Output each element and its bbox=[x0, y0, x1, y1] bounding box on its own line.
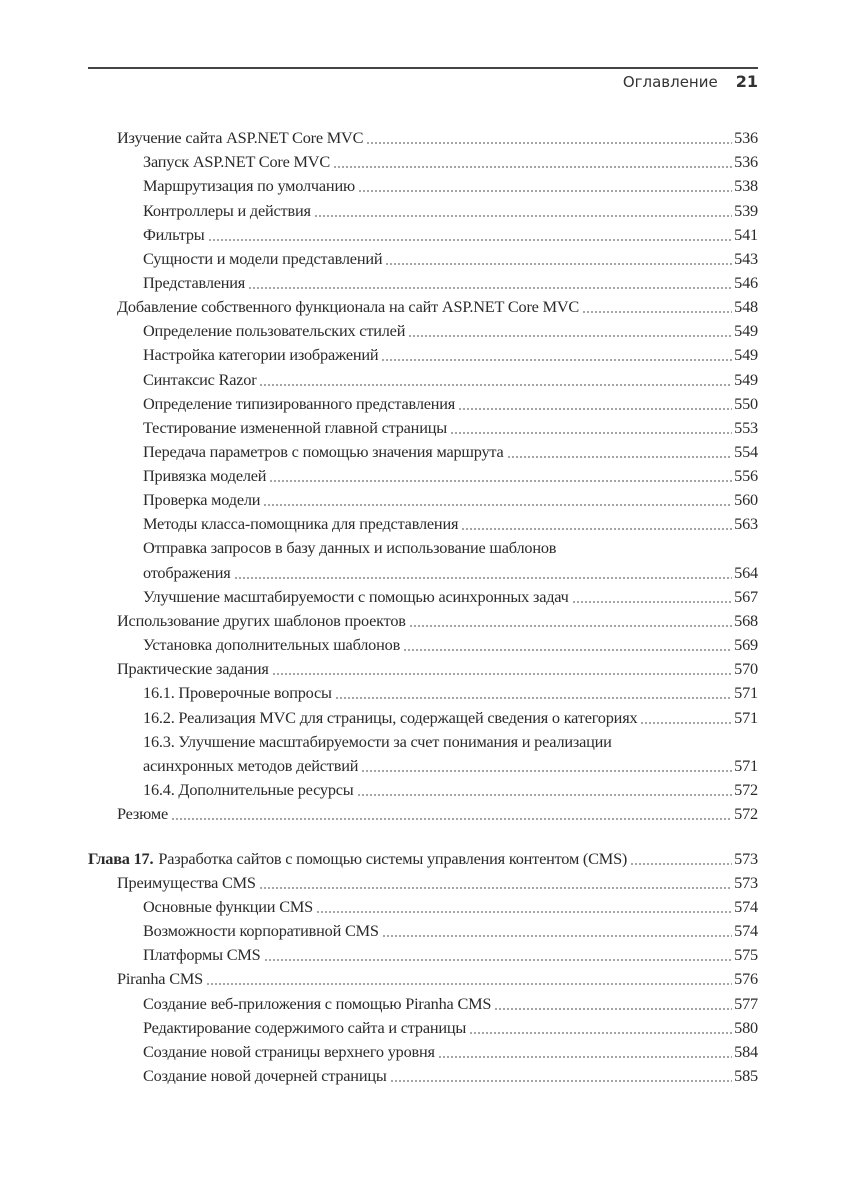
toc-entry-title: Платформы CMS bbox=[143, 945, 261, 965]
toc-entry[interactable] bbox=[88, 681, 758, 705]
toc-entry-title: Создание новой страницы верхнего уровня bbox=[143, 1041, 435, 1061]
toc-entry-page: 572 bbox=[734, 804, 758, 824]
toc-entry-page: 564 bbox=[734, 562, 758, 582]
dot-leader bbox=[494, 1008, 732, 1010]
dot-leader bbox=[248, 287, 732, 289]
toc-entry[interactable] bbox=[88, 198, 758, 222]
dot-leader bbox=[438, 1056, 732, 1058]
toc-entry[interactable] bbox=[88, 609, 758, 633]
dot-leader bbox=[507, 456, 733, 458]
toc-entry[interactable] bbox=[88, 967, 758, 991]
dot-leader bbox=[640, 722, 732, 724]
toc-entry-page: 584 bbox=[734, 1041, 758, 1061]
dot-leader bbox=[630, 863, 732, 865]
dot-leader bbox=[333, 166, 732, 168]
dot-leader bbox=[171, 818, 732, 820]
toc-entry-page: 554 bbox=[734, 441, 758, 461]
toc-entry-title: Тестирование измененной главной страницы bbox=[143, 417, 447, 437]
toc-entry[interactable] bbox=[88, 416, 758, 440]
toc-entry[interactable] bbox=[88, 754, 758, 778]
dot-leader bbox=[381, 359, 732, 361]
toc-chapter-17[interactable] bbox=[88, 847, 758, 871]
toc-entry-page: 548 bbox=[734, 297, 758, 317]
toc-entry[interactable] bbox=[88, 392, 758, 416]
toc-entry-title: Редактирование содержимого сайта и страницы bbox=[143, 1017, 467, 1037]
toc-entry-page: 549 bbox=[734, 345, 758, 365]
toc-entry-page: 571 bbox=[734, 683, 758, 703]
toc-entry-title: Запуск ASP.NET Core MVC bbox=[143, 152, 330, 172]
toc-entry[interactable] bbox=[88, 343, 758, 367]
toc-entry-page: 550 bbox=[734, 393, 758, 413]
toc-entry-page: 556 bbox=[734, 466, 758, 486]
toc-entry-page: 538 bbox=[734, 176, 758, 196]
running-header bbox=[623, 72, 758, 91]
toc-entry[interactable] bbox=[88, 367, 758, 391]
dot-leader bbox=[390, 1080, 733, 1082]
toc-entry[interactable] bbox=[88, 488, 758, 512]
toc-entry[interactable] bbox=[88, 778, 758, 802]
toc-entry-title: 16.1. Проверочные вопросы bbox=[143, 683, 332, 703]
toc-entry[interactable] bbox=[88, 295, 758, 319]
toc-entry-page: 539 bbox=[734, 200, 758, 220]
toc-entry-page: 577 bbox=[734, 993, 758, 1013]
toc-entry-page: 574 bbox=[734, 921, 758, 941]
toc-entry-title: Настройка категории изображений bbox=[143, 345, 379, 365]
toc-entry-title-line: 16.3. Улучшение масштабируемости за счет понимания и реализации bbox=[143, 731, 612, 751]
toc-entry[interactable] bbox=[88, 1064, 758, 1088]
dot-leader bbox=[361, 770, 732, 772]
dot-leader bbox=[208, 239, 733, 241]
toc-entry-page: 560 bbox=[734, 490, 758, 510]
toc-entry-page: 571 bbox=[734, 707, 758, 727]
toc-entry[interactable] bbox=[88, 802, 758, 826]
toc-entry-page: 569 bbox=[734, 635, 758, 655]
toc-entry-title: Синтаксис Razor bbox=[143, 369, 257, 389]
toc-entry-page: 553 bbox=[734, 417, 758, 437]
toc-entry-title: Фильтры bbox=[143, 224, 205, 244]
dot-leader bbox=[206, 983, 732, 985]
toc-entry-page: 575 bbox=[734, 945, 758, 965]
dot-leader bbox=[234, 577, 733, 579]
dot-leader bbox=[366, 142, 732, 144]
toc-entry-title: Передача параметров с помощью значения маршрута bbox=[143, 441, 504, 461]
dot-leader bbox=[572, 601, 733, 603]
toc-entry-title: Преимущества CMS bbox=[117, 872, 256, 892]
toc-entry-title: 16.2. Реализация MVC для страницы, содержащей сведения о категориях bbox=[143, 707, 638, 727]
toc-entry[interactable] bbox=[88, 271, 758, 295]
toc-entry-page: 574 bbox=[734, 897, 758, 916]
dot-leader bbox=[385, 263, 732, 265]
dot-leader bbox=[314, 215, 732, 217]
toc-entry[interactable] bbox=[88, 174, 758, 198]
toc-entry-title: Сущности и модели представлений bbox=[143, 248, 383, 268]
toc-entry-title: Проверка модели bbox=[143, 490, 261, 510]
dot-leader bbox=[316, 911, 732, 913]
toc-entry-title: Представления bbox=[143, 272, 246, 292]
dot-leader bbox=[409, 625, 732, 627]
dot-leader bbox=[403, 649, 732, 651]
toc-entry-page: 571 bbox=[734, 755, 758, 775]
toc-entry-page: 536 bbox=[734, 128, 758, 148]
chapter-title: Разработка сайтов с помощью системы управления контентом (CMS) bbox=[158, 848, 628, 868]
toc-entry-page: 572 bbox=[734, 779, 758, 799]
toc-entry[interactable] bbox=[88, 561, 758, 585]
toc-entry-page: 568 bbox=[734, 610, 758, 630]
dot-leader bbox=[272, 673, 732, 675]
toc-entry-page: 549 bbox=[734, 321, 758, 341]
dot-leader bbox=[335, 697, 732, 699]
toc-entry-title: Добавление собственного функционала на сайт ASP.NET Core MVC bbox=[117, 297, 580, 317]
toc-entry-title: Создание веб-приложения с помощью Piranha CMS bbox=[143, 993, 492, 1013]
toc-entry-title: Контроллеры и действия bbox=[143, 200, 311, 220]
toc-entry-title: Основные функции CMS bbox=[143, 897, 313, 916]
toc-entry-title: Piranha CMS bbox=[117, 969, 203, 989]
toc-entry-title: Установка дополнительных шаблонов bbox=[143, 635, 401, 655]
toc-entry[interactable] bbox=[88, 657, 758, 681]
toc-entry[interactable] bbox=[88, 895, 758, 919]
toc-entry-title: Определение типизированного представления bbox=[143, 393, 456, 413]
toc-entry-title: Создание новой дочерней страницы bbox=[143, 1065, 387, 1085]
toc-entry[interactable] bbox=[88, 585, 758, 609]
toc-entry-page: 580 bbox=[734, 1017, 758, 1037]
toc-entry[interactable] bbox=[88, 247, 758, 271]
toc-entry-title: Улучшение масштабируемости с помощью асинхронных задач bbox=[143, 586, 569, 606]
toc-entry-title: Использование других шаблонов проектов bbox=[117, 610, 406, 630]
toc-entry[interactable] bbox=[88, 1040, 758, 1064]
toc-entry-page: 543 bbox=[734, 248, 758, 268]
toc-entry[interactable] bbox=[88, 943, 758, 967]
dot-leader bbox=[461, 528, 732, 530]
toc-entry[interactable] bbox=[88, 633, 758, 657]
toc-entry-title: Привязка моделей bbox=[143, 466, 267, 486]
dot-leader bbox=[264, 959, 733, 961]
toc-entry-page: 567 bbox=[734, 586, 758, 606]
dot-leader bbox=[357, 794, 733, 796]
toc-entry-page: 563 bbox=[734, 514, 758, 534]
toc-entry-title: отображения bbox=[143, 562, 231, 582]
toc-entry[interactable] bbox=[88, 126, 758, 150]
toc-entry-title: Определение пользовательских стилей bbox=[143, 321, 406, 341]
dot-leader bbox=[263, 504, 732, 506]
toc-entry-page: 576 bbox=[734, 969, 758, 989]
toc-entry[interactable] bbox=[88, 440, 758, 464]
header-rule bbox=[88, 67, 758, 69]
toc-entry[interactable] bbox=[88, 1016, 758, 1040]
toc-entry-title: Практические задания bbox=[117, 659, 269, 679]
dot-leader bbox=[408, 335, 732, 337]
toc-section-17 bbox=[88, 871, 758, 1088]
section-title: Оглавление bbox=[622, 73, 718, 91]
chapter-label: Глава 17. bbox=[88, 848, 154, 868]
dot-leader bbox=[582, 311, 732, 313]
toc-entry-page: 585 bbox=[734, 1065, 758, 1085]
toc-entry[interactable] bbox=[88, 464, 758, 488]
dot-leader bbox=[259, 887, 732, 889]
toc-entry-page: 536 bbox=[734, 152, 758, 172]
toc-entry[interactable] bbox=[88, 223, 758, 247]
dot-leader bbox=[358, 190, 732, 192]
toc-entry[interactable] bbox=[88, 512, 758, 536]
toc-entry-title: Резюме bbox=[117, 804, 168, 824]
toc-section-16 bbox=[88, 126, 758, 826]
dot-leader bbox=[458, 408, 732, 410]
toc-entry-page: 546 bbox=[734, 272, 758, 292]
dot-leader bbox=[469, 1032, 732, 1034]
toc-entry[interactable] bbox=[88, 919, 758, 943]
toc-entry-page: 549 bbox=[734, 369, 758, 389]
toc-entry-title-line: Отправка запросов в базу данных и использование шаблонов bbox=[143, 538, 557, 558]
dot-leader bbox=[382, 935, 732, 937]
chapter-page: 573 bbox=[734, 848, 758, 868]
toc-entry-title: Маршрутизация по умолчанию bbox=[143, 176, 355, 196]
dot-leader bbox=[259, 384, 732, 386]
toc-entry[interactable] bbox=[88, 150, 758, 174]
dot-leader bbox=[450, 432, 732, 434]
toc-entry-title: Возможности корпоративной CMS bbox=[143, 921, 379, 941]
dot-leader bbox=[269, 480, 732, 482]
toc-entry-page: 541 bbox=[734, 224, 758, 244]
toc-entry[interactable] bbox=[88, 871, 758, 895]
toc-entry[interactable] bbox=[88, 991, 758, 1015]
table-of-contents bbox=[88, 126, 758, 1088]
toc-entry[interactable] bbox=[88, 705, 758, 729]
toc-entry-page: 570 bbox=[734, 659, 758, 679]
toc-entry[interactable] bbox=[88, 319, 758, 343]
toc-entry-page: 573 bbox=[734, 872, 758, 892]
toc-entry-title: асинхронных методов действий bbox=[143, 755, 359, 775]
page-number: 21 bbox=[735, 72, 758, 91]
toc-entry-title: Изучение сайта ASP.NET Core MVC bbox=[117, 128, 364, 148]
toc-entry-title: 16.4. Дополнительные ресурсы bbox=[143, 779, 354, 799]
toc-entry-title: Методы класса-помощника для представления bbox=[143, 514, 459, 534]
